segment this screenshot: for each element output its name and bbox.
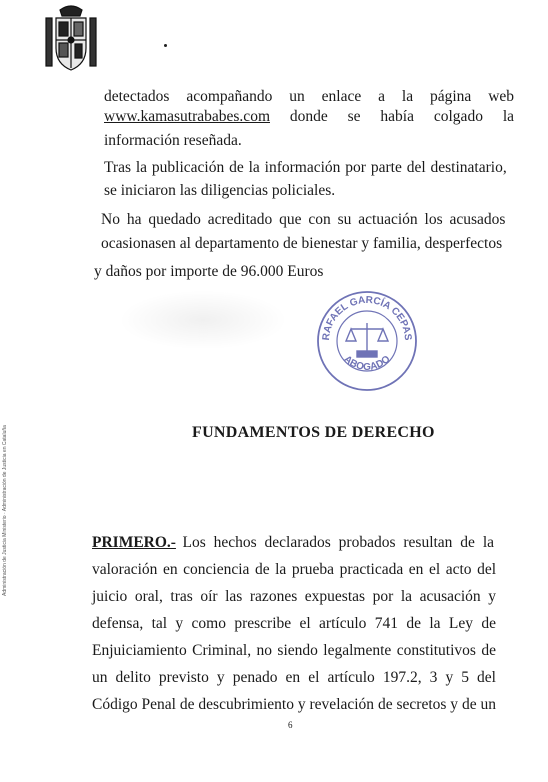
text-line-8: y daños por importe de 96.000 Euros <box>94 263 324 280</box>
primero-line-1-rest: Los hechos declarados probados resultan de la <box>182 534 494 551</box>
coat-of-arms-icon <box>38 2 104 76</box>
scales-icon <box>346 323 388 357</box>
word: web <box>488 88 515 105</box>
text-line-5: se iniciaron las diligencias policiales. <box>104 182 336 199</box>
primero-line-4: defensa, tal y como prescribe el artículo 741 de la Ley de <box>92 615 496 632</box>
word: acompañando <box>186 88 273 105</box>
primero-line-5: Enjuiciamiento Criminal, no siendo legalmente constitutivos de <box>92 642 496 659</box>
text-line-2-rest: donde se había colgado la <box>289 108 514 125</box>
word: a <box>378 88 386 105</box>
primero-line-3: juicio oral, tras oír las razones expuestas por la acusación y <box>92 588 496 605</box>
primero-label: PRIMERO.- <box>92 534 176 551</box>
primero-line-6: un delito previsto y penado en el artículo 197.2, 3 y 5 del <box>92 669 496 686</box>
primero-line-2: valoración en conciencia de la prueba practicada en el acto del <box>92 561 496 578</box>
text-line-6: No ha quedado acreditado que con su actuación los acusados <box>101 211 506 228</box>
stamp-top-text: RAFAEL GARCÍA CEPAS <box>320 294 414 341</box>
word: enlace <box>321 88 362 105</box>
word: detectados <box>104 88 170 105</box>
word: la <box>401 88 414 105</box>
word: un <box>289 88 305 105</box>
website-link[interactable]: www.kamasutrababes.com <box>104 108 270 125</box>
margin-vertical-text: Administración de Justicia Ministerio · Administración de Justicia en Cataluña <box>2 425 8 596</box>
lawyer-stamp <box>315 289 419 393</box>
stamp-bottom-text: ABOGADO <box>341 353 393 373</box>
primero-line-7: Código Penal de descubrimiento y revelación de secretos y de un <box>92 696 496 713</box>
ink-dot <box>164 44 167 47</box>
primero-line-1 <box>92 530 494 556</box>
text-line-3: información reseñada. <box>104 132 242 149</box>
text-line-2 <box>104 104 514 130</box>
section-heading: FUNDAMENTOS DE DERECHO <box>192 424 435 441</box>
page-number: 6 <box>288 720 293 730</box>
text-line-7: ocasionasen al departamento de bienestar y familia, desperfectos <box>101 235 503 252</box>
faint-mark <box>118 290 288 350</box>
text-line-4: Tras la publicación de la información por parte del destinatario, <box>104 159 507 176</box>
word: página <box>430 88 472 105</box>
